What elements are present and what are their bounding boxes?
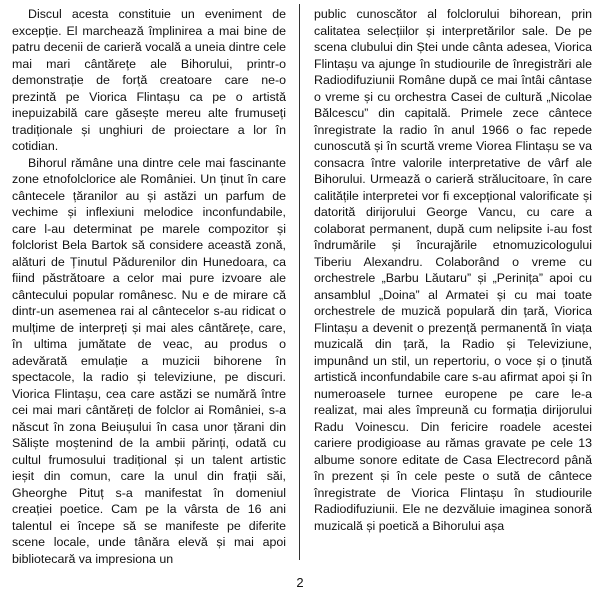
paragraph: Discul acesta constituie un eveniment de excepție. El marchează împlinirea a mai bine de patru decenii de carieră vocală a uneia dintre cele mai mari cântărețe ale Bihorului, printr-o demonstrație de forță creatoare care ne-o prezintă pe Viorica Flintașu ca pe o artistă inepuizabilă care găsește mereu alte frumuseți tradiționale și unghiuri de proiectare a lor în cotidian. xyxy=(12,7,286,153)
column-divider xyxy=(299,4,300,560)
page-number: 2 xyxy=(296,575,304,590)
left-text-column xyxy=(12,6,286,567)
paragraph: public cunoscător al folclorului bihorean, prin calitatea selecțiilor și interpretărilor sale. De pe scena clubului din Ștei unde cânta adesea, Viorica Flintașu va ajunge în studiourile de înregistrări ale Radiodifuziunii Române după ce mai întâi cântase o vreme și cu orchestra Casei de cultură „Nicolae Bălcescu” din capitală. Primele zece cântece înregistrate la radio în anul 1966 o fac repede cunoscută și în scurtă vreme Viorea Flintașu se va consacra între valorile interpretative de vârf ale Bihorului. Urmează o carieră strălucitoare, în care calitățile interpretei vor fi excepțional valorificate și datorită dirijorului George Vancu, cu care a colaborat permanent, după cum nelipsite i-au fost îndrumările și încurajările etnomuzicologului Tiberiu Alexandru. Colaborând o vreme cu orchestrele „Barbu Lăutaru” și „Perinița” apoi cu ansamblul „Doina” al Armatei și cu mai toate orchestrele de muzică populară din țară, Viorica Flintașu a devenit o prezență permanentă în viața muzicală din țară, la Radio și Televiziune, impunând un stil, un repertoriu, o voce și o ținută artistică inconfundabile care s-au afirmat apoi și în numeroasele turnee europene pe care le-a realizat, mai ales împreună cu formația dirijorului Radu Voinescu. Din fericire roadele acestei cariere prodigioase au rămas gravate pe cele 13 albume sonore editate de Casa Electrecord până în prezent și în cele peste o sută de cântece înregistrate de Viorica Flintașu în studiourile Radiodifuziunii. Ele ne dezvăluie imaginea sonoră muzicală și poetică a Bihorului așa xyxy=(314,7,592,533)
right-text-column xyxy=(314,6,592,534)
paragraph: Bihorul rămâne una dintre cele mai fascinante zone etnofolclorice ale României. Un ținut în care cântecele țăranilor au și astăzi un parfum de vechime și inflexiuni melodice inconfundabile, care l-au determinat pe marele compozitor și folclorist Bela Bartok să considere această zonă, alături de Ținutul Pădurenilor din Hunedoara, ca fiind păstrătoare a celor mai pure izvoare ale cântecului popular românesc. Nu e de mirare că dintr-un asemenea rai al cântecelor s-au ridicat o mulțime de interpreți și mai ales cântărețe, care, în ultima jumătate de veac, au produs o adevărată emulație a muzicii bihorene în spectacole, la radio și televiziune, pe discuri. Viorica Flintașu, cea care astăzi se numără între cei mai mari cântăreți de folclor ai României, s-a născut în zona Beiușului în casa unor țărani din Săliște moștenind de la ambii părinți, odată cu cultul frumosului tradițional și un talent artistic ieșit din comun, care la unul din frații săi, Gheorghe Pituț s-a manifestat în domeniul creației poetice. Cam pe la vârsta de 16 ani talentul ei începe să se manifeste pe diferite scene locale, unde tânăra elevă și mai apoi bibliotecară va impresiona un xyxy=(12,155,286,566)
